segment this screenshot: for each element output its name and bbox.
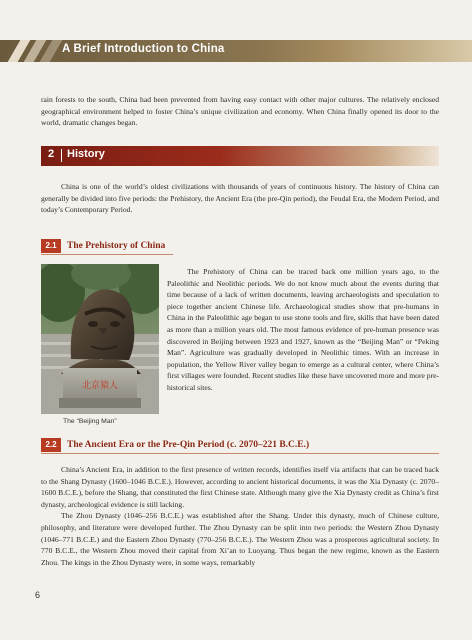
subsection-underline bbox=[41, 453, 439, 454]
subsection-underline bbox=[41, 254, 173, 255]
intro-paragraph: rain forests to the south, China had been prevented from having easy contact with other major cultures. The relatively enclosed geographical environment helped to foster China’s unique civilization and economy. When China finally opened its door to the world, dramatic changes began. bbox=[41, 95, 439, 128]
section-intro-block bbox=[41, 181, 439, 216]
prehistory-paragraph: The Prehistory of China can be traced back one million years ago, to the Paleolithic and Neolithic periods. We do not know much about the events during that time because of a lack of written documents, leaving archaeologists and speculation to piece together ancient Chinese life. Archaeological studies show that pre-humans in China in the Paleolithic age began to use stone tools and fire, skills that have been dated as more than a million years old. The most famous evidence of pre-human presence was discovered in Beijing between 1923 and 1927, known as the “Beijing Man” or “Peking Man”. Agriculture was gradually developed in Neolithic times. With an increase in population, the Yellow River valley began to emerge as a cultural center, where China’s first villages were founded. Recent studies like these have uncovered more and more pre-historical sites. bbox=[167, 267, 439, 392]
intro-paragraph-block bbox=[41, 94, 439, 129]
ancient-era-paragraph-2: The Zhou Dynasty (1046–256 B.C.E.) was established after the Shang. Under this dynasty, much of Chinese culture, philosophy, and literature were developed further. The Zhou Dynasty can be split into two periods: the Western Zhou Dynasty (1046–771 B.C.E.) and the Eastern Zhou Dynasty (770–256 B.C.E.). The Western Zhou was a prosperous agricultural society. In 770 B.C.E., the Western Zhou moved their capital from Xi’an to Luoyang. Thus began the new regime, known as the Eastern Zhou. The kings in the Zhou Dynasty were, in some ways, remarkably bbox=[41, 511, 439, 567]
subsection-title-2-2: The Ancient Era or the Pre-Qin Period (c. 2070–221 B.C.E.) bbox=[67, 440, 310, 450]
ancient-era-paragraph-1: China’s Ancient Era, in addition to the first presence of written records, identifies itself via artifacts that can be traced back to the Shang Dynasty (1600–1046 B.C.E.). However, according to ancient historical documents, it was the Xia Dynasty (c. 2070–1600 B.C.E.), before the Shang, that constituted the first Chinese state. Although many give the Xia Dynasty credit as China’s first dynasty, archeological evidence is still lacking. bbox=[41, 465, 439, 509]
subsection-number-2-1: 2.1 bbox=[41, 239, 61, 253]
section-title: History bbox=[67, 148, 105, 160]
plaque-text: 北京猿人 bbox=[81, 381, 119, 391]
beijing-man-photo bbox=[41, 264, 159, 414]
beijing-man-bust-illustration bbox=[41, 264, 159, 414]
photo-caption: The “Beijing Man” bbox=[63, 418, 117, 425]
section-title-separator bbox=[61, 149, 62, 162]
ancient-era-text-block bbox=[41, 464, 439, 568]
prehistory-text-block bbox=[167, 266, 439, 394]
section-number: 2 bbox=[48, 148, 55, 160]
header-title: A Brief Introduction to China bbox=[62, 43, 225, 55]
section-intro-paragraph: China is one of the world’s oldest civilizations with thousands of years of continuous history. The history of China can generally be divided into five periods: the Prehistory, the Ancient Era (the pre-Qin period), the Feudal Era, the Modern Period, and today’s Contemporary Period. bbox=[41, 182, 439, 215]
subsection-number-2-2: 2.2 bbox=[41, 438, 61, 452]
subsection-title-2-1: The Prehistory of China bbox=[67, 241, 166, 251]
page-number: 6 bbox=[35, 590, 41, 600]
